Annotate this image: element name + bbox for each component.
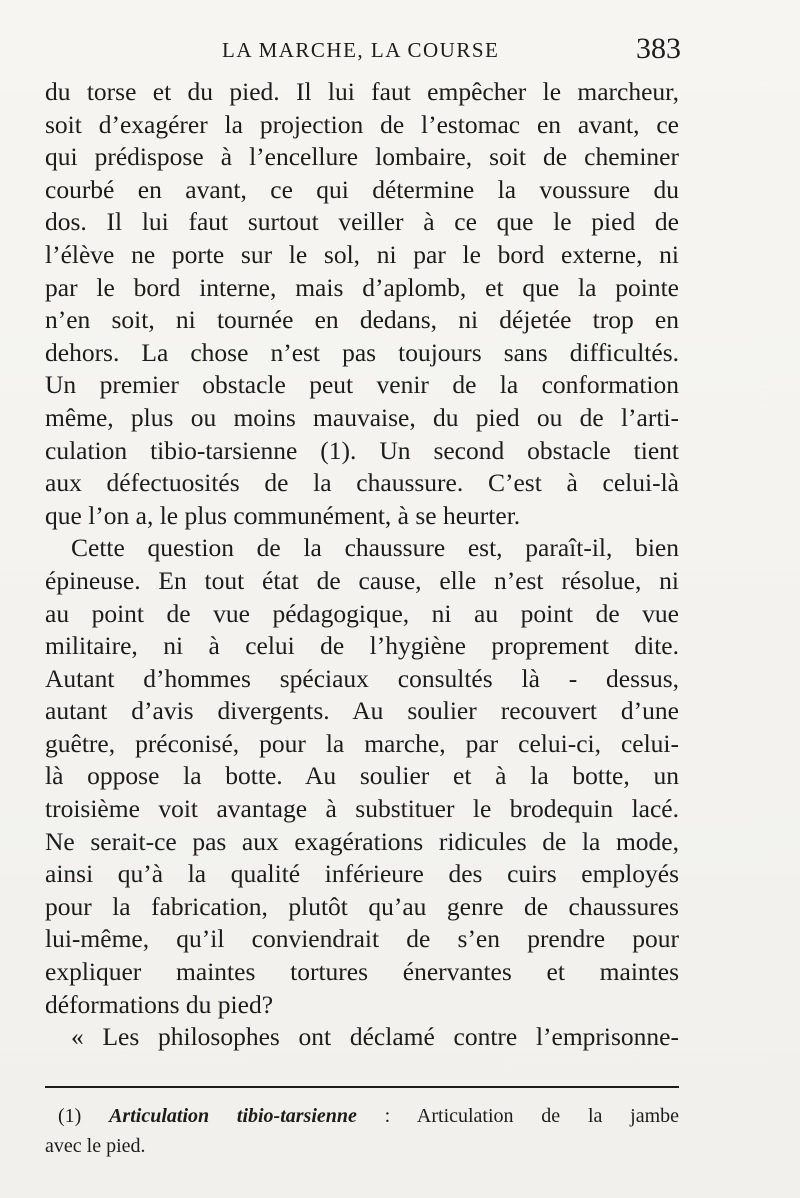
- footnote-continuation: avec le pied.: [45, 1135, 146, 1157]
- text-line: « Les philosophes ont déclamé contre l’emprisonne-: [71, 1022, 679, 1052]
- text-line: lui-même, qu’il conviendrait de s’en prendre pour: [45, 924, 679, 954]
- running-head: [0, 32, 800, 68]
- text-line: au point de vue pédagogique, ni au point de vue: [45, 598, 679, 628]
- text-line: Un premier obstacle peut venir de la conformation: [45, 370, 679, 400]
- body-text: [45, 76, 679, 1054]
- footnote-definition: Articulation de la jambe: [416, 1105, 680, 1127]
- text-line: autant d’avis divergents. Au soulier recouvert d’une: [45, 696, 679, 726]
- text-line: dos. Il lui faut surtout veiller à ce que le pied de: [45, 207, 679, 237]
- text-line: du torse et du pied. Il lui faut empêcher le marcheur,: [45, 77, 679, 106]
- text-line: par le bord interne, mais d’aplomb, et que la pointe: [45, 272, 679, 302]
- text-line: troisième voit avantage à substituer le brodequin lacé.: [45, 794, 679, 824]
- text-line: là oppose la botte. Au soulier et à la botte, un: [45, 761, 679, 791]
- text-line: n’en soit, ni tournée en dedans, ni déjetée trop en: [45, 305, 679, 335]
- text-line: même, plus ou moins mauvaise, du pied ou de l’arti-: [45, 402, 679, 432]
- running-title: LA MARCHE, LA COURSE: [222, 38, 500, 62]
- text-line: que l’on a, le plus communément, à se heurter.: [45, 500, 521, 530]
- page-number: 383: [636, 32, 681, 65]
- text-line: courbé en avant, ce qui détermine la voussure du: [45, 174, 679, 204]
- text-line: ainsi qu’à la qualité inférieure des cuirs employés: [45, 859, 679, 889]
- text-line: militaire, ni à celui de l’hygiène proprement dite.: [45, 631, 679, 661]
- footnote-line: [58, 1101, 679, 1131]
- text-line: épineuse. En tout état de cause, elle n’est résolue, ni: [45, 565, 679, 595]
- footnote-term: Articulation tibio-tarsienne: [109, 1105, 357, 1127]
- text-line: Cette question de la chaussure est, paraît-il, bien: [71, 533, 679, 563]
- footnote-rule: [45, 1086, 679, 1088]
- text-line: dehors. La chose n’est pas toujours sans difficultés.: [45, 337, 679, 367]
- text-line: qui prédispose à l’encellure lombaire, soit de cheminer: [45, 142, 679, 172]
- footnote: [45, 1101, 680, 1161]
- footnote-separator: :: [384, 1105, 391, 1127]
- text-line: déformations du pied?: [45, 989, 274, 1019]
- footnote-marker: (1): [58, 1105, 82, 1127]
- text-line: l’élève ne porte sur le sol, ni par le bord externe, ni: [45, 239, 679, 269]
- text-line: culation tibio-tarsienne (1). Un second obstacle tient: [45, 435, 679, 465]
- text-line: pour la fabrication, plutôt qu’au genre de chaussures: [45, 891, 679, 921]
- text-line: soit d’exagérer la projection de l’estomac en avant, ce: [45, 109, 679, 139]
- text-line: guêtre, préconisé, pour la marche, par celui-ci, celui-: [45, 728, 679, 758]
- text-line: aux défectuosités de la chaussure. C’est à celui-là: [45, 468, 679, 498]
- text-line: Autant d’hommes spéciaux consultés là - dessus,: [45, 663, 679, 693]
- text-line: expliquer maintes tortures énervantes et maintes: [45, 957, 679, 987]
- text-line: Ne serait-ce pas aux exagérations ridicules de la mode,: [45, 826, 679, 856]
